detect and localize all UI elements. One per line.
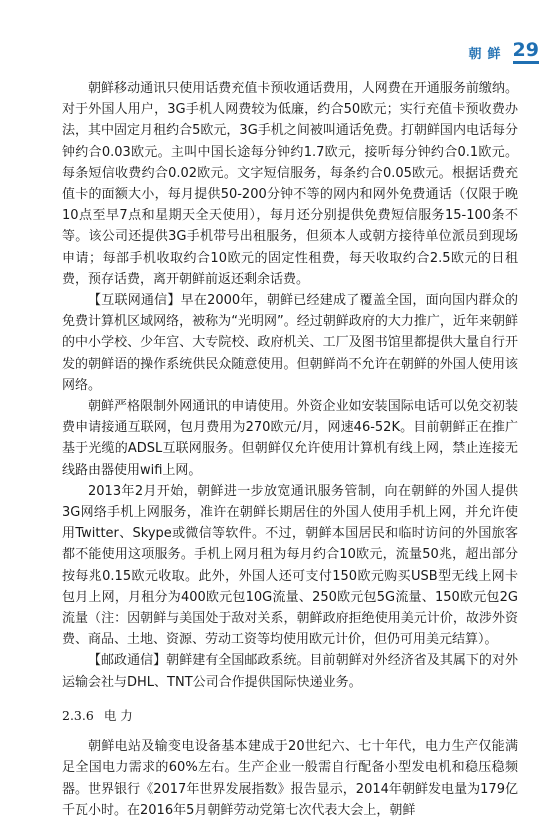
running-head-country: 朝鲜 — [468, 47, 507, 62]
paragraph-mobile-fees: 朝鲜移动通讯只使用话费充值卡预收通话费用，人网费在开通服务前缴纳。对于外国人用户，3G手机人网费较为低廉，约合50欧元；实行充值卡预收费办法，其中固定月租约合5欧元，3G手机之间被叫通话免费。打朝鲜国内电话每分钟约合0.03欧元。主叫中国长途每分钟约1.7欧元，接听每分钟约合0.1欧元。每条短信收费约合0.02欧元。文字短信服务，每条约合0.05欧元。根据话费充值卡的面额大小，每月提供50-200分钟不等的网内和网外免费通话（仅限于晚10点至早7点和星期天全天使用），每月还分别提供免费短信服务15-100条不等。该公司还提供3G手机带号出租服务，但须本人或朝方接待单位派员到现场申请；每部手机收取约合10欧元的固定性租费，每天收取约合2.5欧元的日租费，预存话费，离开朝鲜前返还剩余话费。 — [62, 81, 518, 287]
section-number: 2.3.6 — [62, 707, 94, 723]
paragraph-electricity: 朝鲜电站及输变电设备基本建成于20世纪六、七十年代，电力生产仅能满足全国电力需求的60%左右。生产企业一般需自行配备小型发电机和稳压稳频器。世界银行《2017年世界发展指数》报告显示，2014年朝鲜发电量为179亿千瓦小时。在2016年5月朝鲜劳动党第七次代表大会上，朝鲜 — [62, 739, 518, 818]
page-number: 29 — [513, 40, 539, 64]
page-body — [62, 78, 518, 821]
paragraph-3g-service: 2013年2月开始，朝鲜进一步放宽通讯服务管制，向在朝鲜的外国人提供3G网络手机上网服务，准许在朝鲜长期居住的外国人使用手机上网，并允许使用Twitter、Skype或微信等软件。不过，朝鲜本国居民和临时访问的外国旅客都不能使用这项服务。手机上网月租为每月约合10欧元，流量50兆，超出部分按每兆0.15欧元收取。此外，外国人还可支付150欧元购买USB型无线上网卡包月上网，月租分为400欧元包10G流量、250欧元包5G流量、150欧元包2G流量（注：因朝鲜与美国处于敌对关系，朝鲜政府拒绝使用美元计价，故涉外资费、商品、土地、资源、劳动工资等均使用欧元计价，但仍可用美元结算）。 — [62, 483, 518, 648]
paragraph-external-network: 朝鲜严格限制外网通讯的申请使用。外资企业如安装国际电话可以免交初装费申请接通互联网，包月费用为270欧元/月，网速46-52K。目前朝鲜正在推广基于光缆的ADSL互联网服务。但朝鲜仅允许使用计算机有线上网，禁止连接无线路由器使用wifi上网。 — [62, 399, 518, 478]
section-heading — [62, 705, 518, 726]
page-header — [469, 40, 539, 64]
section-title: 电 力 — [103, 707, 133, 723]
paragraph-internet: 【互联网通信】早在2000年，朝鲜已经建成了覆盖全国，面向国内群众的免费计算机区域网络，被称为“光明网”。经过朝鲜政府的大力推广，近年来朝鲜的中小学校、少年宫、大专院校、政府机关、工厂及图书馆里都提供大量自行开发的朝鲜语的操作系统供民众随意使用。但朝鲜尚不允许在朝鲜的外国人使用该网络。 — [62, 293, 518, 393]
paragraph-postal: 【邮政通信】朝鲜建有全国邮政系统。目前朝鲜对外经济省及其属下的对外运输会社与DHL、TNT公司合作提供国际快递业务。 — [62, 653, 518, 690]
